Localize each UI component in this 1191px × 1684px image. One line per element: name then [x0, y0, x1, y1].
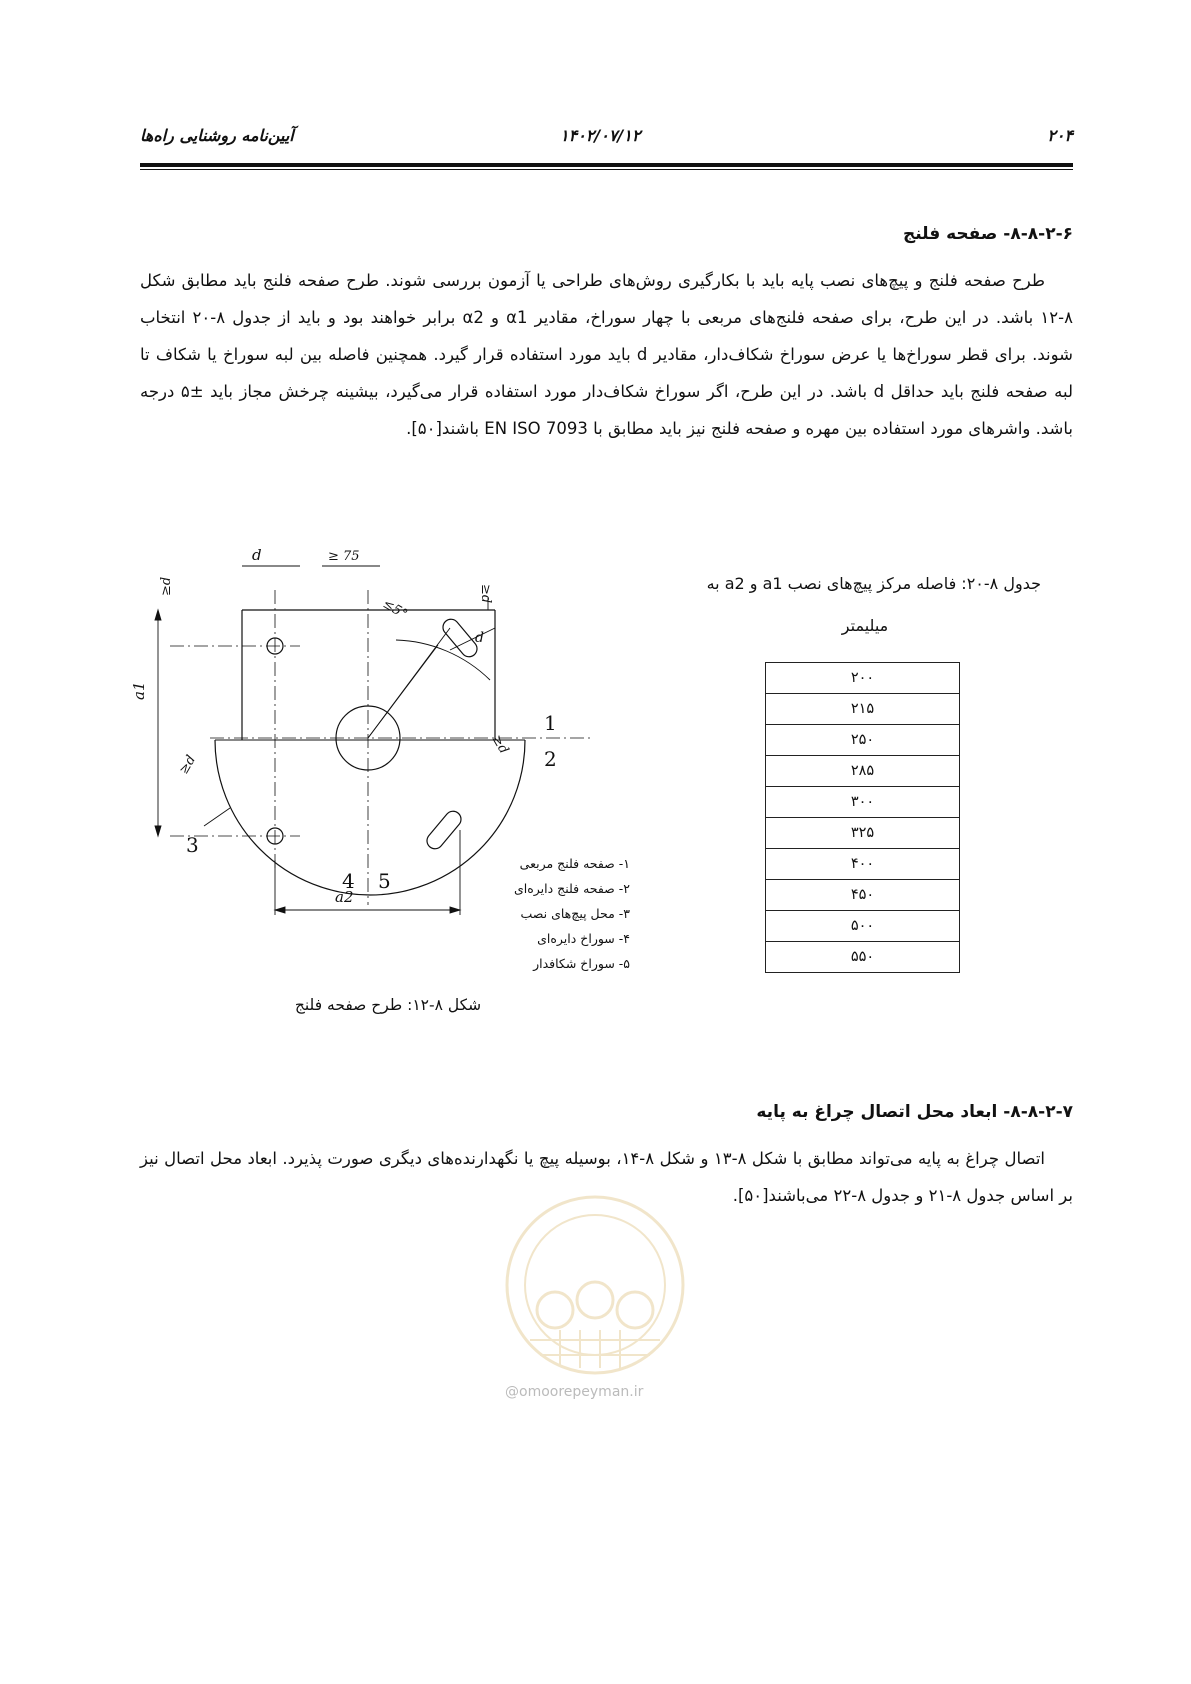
table-cell: ۳۰۰	[766, 787, 960, 818]
square-flange-outline	[242, 610, 495, 740]
section-heading-2: ۸-۸-۲-۷- ابعاد محل اتصال چراغ به پایه	[756, 1102, 1073, 1122]
table-cell: ۲۱۵	[766, 694, 960, 725]
book-title: آیین‌نامه روشنایی راه‌ها	[140, 126, 294, 145]
table-caption: جدول ۸-۲۰: فاصله مرکز پیچ‌های نصب a1 و a2 به	[706, 574, 1041, 593]
table-caption-unit: میلیمتر	[841, 616, 889, 635]
legend-item: ۱- صفحه فلنج مربعی	[519, 856, 630, 871]
page-number: ۲۰۴	[1047, 126, 1073, 145]
header-rule	[140, 163, 1073, 167]
label-le5: ≤5°	[380, 596, 410, 623]
table-row	[766, 663, 960, 694]
label-3: 3	[186, 833, 199, 857]
table-row	[766, 756, 960, 787]
label-ge-d-left: ≥d	[159, 576, 174, 596]
section-paragraph	[140, 262, 1073, 447]
legend-item: ۵- سوراخ شکافدار	[533, 956, 630, 971]
label-5: 5	[378, 869, 391, 893]
label-ge-d-lower-right: ≥d	[488, 732, 512, 757]
table-cell: ۵۰۰	[766, 911, 960, 942]
table-row	[766, 818, 960, 849]
figure-caption: شکل ۸-۱۲: طرح صفحه فلنج	[294, 996, 482, 1014]
header-rule-thin	[140, 169, 1073, 170]
label-2: 2	[544, 747, 557, 771]
watermark-logo	[500, 1190, 690, 1380]
label-ge75: ≥ 75	[328, 549, 360, 564]
watermark-url: @omoorepeyman.ir	[505, 1384, 644, 1400]
label-1: 1	[544, 711, 557, 735]
legend-item: ۳- محل پیچ‌های نصب	[520, 906, 630, 921]
table-row	[766, 725, 960, 756]
table-row	[766, 911, 960, 942]
figure-legend	[470, 856, 630, 981]
paragraph-text: طرح صفحه فلنج و پیچ‌های نصب پایه باید با بکارگیری روش‌های طراحی یا آزمون بررسی شوند. طرح صفحه فلنج باید مطابق شکل ۸-۱۲ باشد. در این طرح، برای صفحه فلنج‌های مربعی با چهار سوراخ، مقادیر α1 و α2 برابر خواهند بود و باید از جدول ۸-۲۰ انتخاب شوند. برای قطر سوراخ‌ها یا عرض سوراخ شکاف‌دار، مقادیر d باید مورد استفاده قرار گیرد. همچنین فاصله بین لبه سوراخ یا شکاف تا لبه صفحه فلنج باید حداقل d باشد. در این طرح، اگر سوراخ شکاف‌دار مورد استفاده قرار می‌گیرد، بیشینه چرخش مجاز باید ±۵ درجه باشد. واشرهای مورد استفاده بین مهره و صفحه فلنج نیز باید مطابق با EN ISO 7093 باشند[۵۰].	[140, 271, 1073, 438]
table-cell: ۳۲۵	[766, 818, 960, 849]
label-ge-d-right: ≥d	[478, 584, 493, 604]
label-a1: a1	[130, 681, 148, 700]
label-d-slot: d	[475, 630, 484, 646]
label-ge-d-lower-left: ≥d	[176, 752, 200, 777]
table-cell: ۴۰۰	[766, 849, 960, 880]
table-cell: ۲۰۰	[766, 663, 960, 694]
slotted-hole-bottom	[424, 808, 465, 852]
section-heading: ۸-۸-۲-۶- صفحه فلنج	[902, 224, 1073, 244]
label-d-top: d	[252, 546, 262, 564]
label-4: 4	[342, 869, 355, 893]
table-cell: ۲۸۵	[766, 756, 960, 787]
values-table	[765, 662, 960, 973]
legend-item: ۲- صفحه فلنج دایره‌ای	[513, 881, 630, 896]
label-a2: a2	[335, 888, 354, 906]
table-row	[766, 942, 960, 973]
header-date: ۱۴۰۲/۰۷/۱۲	[560, 126, 641, 145]
table-cell: ۵۵۰	[766, 942, 960, 973]
table-row	[766, 787, 960, 818]
paragraph-text-2: اتصال چراغ به پایه می‌تواند مطابق با شکل ۸-۱۳ و شکل ۸-۱۴، بوسیله پیچ یا نگهدارنده‌های دیگری صورت پذیرد. ابعاد محل اتصال نیز بر اساس جدول ۸-۲۱ و جدول ۸-۲۲ می‌باشند[۵۰].	[140, 1149, 1073, 1205]
table-row	[766, 849, 960, 880]
legend-item: ۴- سوراخ دایره‌ای	[537, 931, 630, 946]
table-row	[766, 880, 960, 911]
table-cell: ۲۵۰	[766, 725, 960, 756]
table-cell: ۴۵۰	[766, 880, 960, 911]
table-row	[766, 694, 960, 725]
